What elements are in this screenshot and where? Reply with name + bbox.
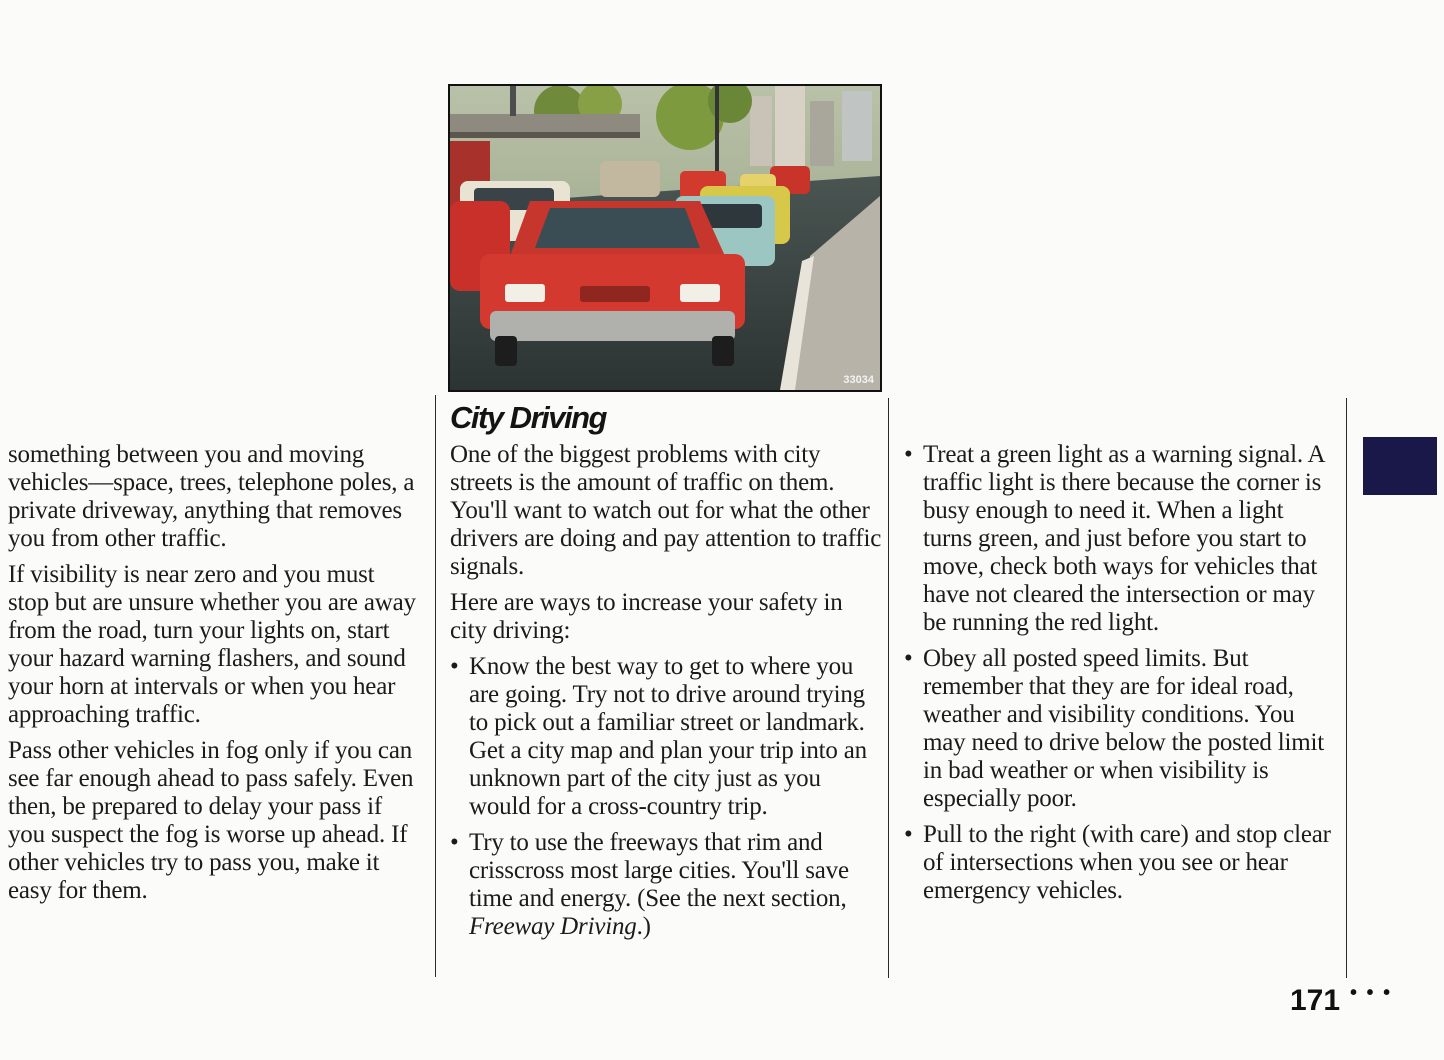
list-item	[450, 653, 882, 821]
bullet-glyph: •	[904, 441, 913, 468]
bullet-glyph: •	[450, 653, 459, 680]
list-item-text: Pull to the right (with care) and stop clear of intersections when you see or hear emergency vehicles.	[923, 821, 1331, 904]
section-tab-marker	[1363, 437, 1437, 495]
section-title: City Driving	[450, 400, 606, 435]
paragraph: One of the biggest problems with city streets is the amount of traffic on them. You'll want to watch out for what the other drivers are doing and pay attention to traffic signals.	[450, 441, 882, 580]
cross-reference: Freeway Driving	[469, 913, 637, 940]
page-number: 171	[1290, 984, 1341, 1017]
bullet-list	[904, 441, 1334, 905]
traffic-scene-drawing	[450, 86, 880, 390]
list-item	[904, 441, 1334, 637]
paragraph: Pass other vehicles in fog only if you can see far enough ahead to pass safely. Even then, be prepared to delay your pass if you suspect the fog is worse up ahead. If other vehicles try to pass you, make it easy for them.	[8, 737, 414, 904]
paragraph: something between you and moving vehicles—space, trees, telephone poles, a private driveway, anything that removes you from other traffic.	[8, 441, 415, 552]
list-item-text: Try to use the freeways that rim and crisscross most large cities. You'll save time and energy. (See the next section,	[469, 829, 849, 912]
right-column	[904, 441, 1334, 913]
list-item-text-end: .)	[636, 913, 651, 940]
illustration-code-label: 33034	[843, 374, 874, 386]
bullet-glyph: •	[904, 645, 913, 672]
list-item	[904, 645, 1334, 813]
paragraph: Here are ways to increase your safety in city driving:	[450, 589, 843, 644]
list-item	[450, 829, 882, 941]
list-item-text: Treat a green light as a warning signal. A traffic light is there because the corner is busy enough to need it. When a light turns green, and just before you start to move, check both ways for vehicles that have not cleared the intersection or may be running the red light.	[923, 441, 1325, 636]
paragraph: If visibility is near zero and you must stop but are unsure whether you are away from the road, turn your lights on, start your hazard warning flashers, and sound your horn at intervals or when you hear approaching traffic.	[8, 561, 416, 728]
list-item-text: Obey all posted speed limits. But remember that they are for ideal road, weather and visibility conditions. You may need to drive below the posted limit in bad weather or when visibility is especially poor.	[923, 645, 1324, 812]
column-divider-middle	[888, 398, 889, 978]
bullet-glyph: •	[450, 829, 459, 856]
page-dots: • • •	[1350, 982, 1393, 1004]
left-column	[8, 441, 420, 913]
middle-column	[450, 441, 882, 949]
list-item	[904, 821, 1334, 905]
column-divider-left	[435, 395, 436, 977]
bullet-glyph: •	[904, 821, 913, 848]
bullet-list	[450, 653, 882, 941]
list-item-text: Know the best way to get to where you are going. Try not to drive around trying to pick out a familiar street or landmark. Get a city map and plan your trip into an unknown part of the city just as you would for a cross-country trip.	[469, 653, 867, 820]
column-divider-right	[1346, 398, 1347, 978]
city-traffic-illustration	[448, 84, 882, 392]
